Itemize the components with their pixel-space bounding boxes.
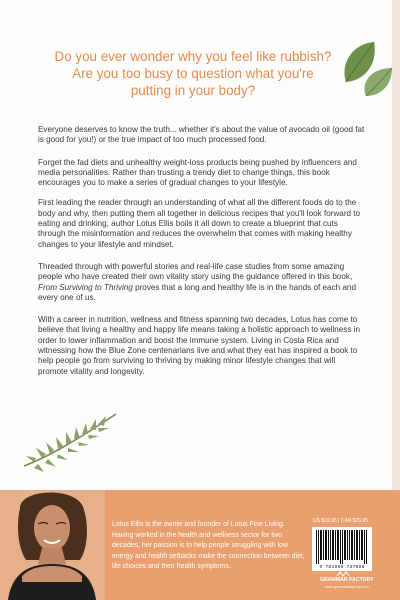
publisher-url: www.grammarfactory.com [325, 585, 369, 589]
headline-line-2: Are you too busy to question what you're [72, 66, 314, 81]
headline [28, 48, 358, 99]
rosemary-sprig-icon [20, 408, 120, 478]
paragraph-3: First leading the reader through an understanding of what all the different foods do to the body and why, then putting them all together in delicious recipes that you'll look forward to eating and drinking, author Lotus Ellis boils it all down to create a blueprint that cuts through the misinformation and reduces the overwhelm that comes with making healthy changes to your lifestyle and mindset. [38, 198, 361, 249]
paragraph-5: With a career in nutrition, wellness and fitness spanning two decades, Lotus has come to believe that living a healthy and happy life means taking a holistic approach to wellness in order to lower inflammation and boost the immune system. Living in Costa Rica and witnessing how the Blue Zone centenarians live and what they eat has inspired a book to help people go from surviving to thriving by making minor lifestyle changes that will promote vitality and longevity. [38, 315, 361, 376]
paragraph-4 [38, 262, 366, 303]
paragraph-2: Forget the fad diets and unhealthy weight-loss products being pushed by influencers and media personalities. Rather than trusting a trendy diet to change things, this book encourages you to make a series of gradual changes to your lifestyle. [38, 157, 357, 188]
paragraph-4-end: proves that a long and healthy life is in the hands of each and every one of us. [38, 282, 356, 302]
book-title-italic: From Surviving to Thriving [38, 282, 133, 292]
publisher-name: GRAMMAR FACTORY [320, 577, 374, 583]
price-label: US $19.95 | CAN $26.95 [313, 518, 368, 524]
paragraph-1: Everyone deserves to know the truth... whether it's about the value of avocado oil (good fat is good for you!) or the true impact of too much processed food. [38, 125, 365, 145]
headline-line-3: putting in your body? [130, 83, 256, 98]
author-photo [0, 490, 105, 600]
headline-line-1: Do you ever wonder why you feel like rubbish? [54, 49, 332, 64]
blurb-body [38, 125, 366, 389]
isbn-number: 9 781989 737088 [319, 565, 365, 570]
author-bio: Lotus Ellis is the owner and founder of Lotus Fine Living. Having worked in the health and wellness sector for two decades, her passion is to help people struggling with low energy and health setbacks make the connection between diet, life choices and their health symptoms. [112, 521, 305, 570]
author-portrait-icon [0, 490, 105, 600]
paragraph-4-start: Threaded through with powerful stories and real-life case studies from some amazing people who have created their own vitality story using the guidance offered in this book, [38, 261, 353, 282]
